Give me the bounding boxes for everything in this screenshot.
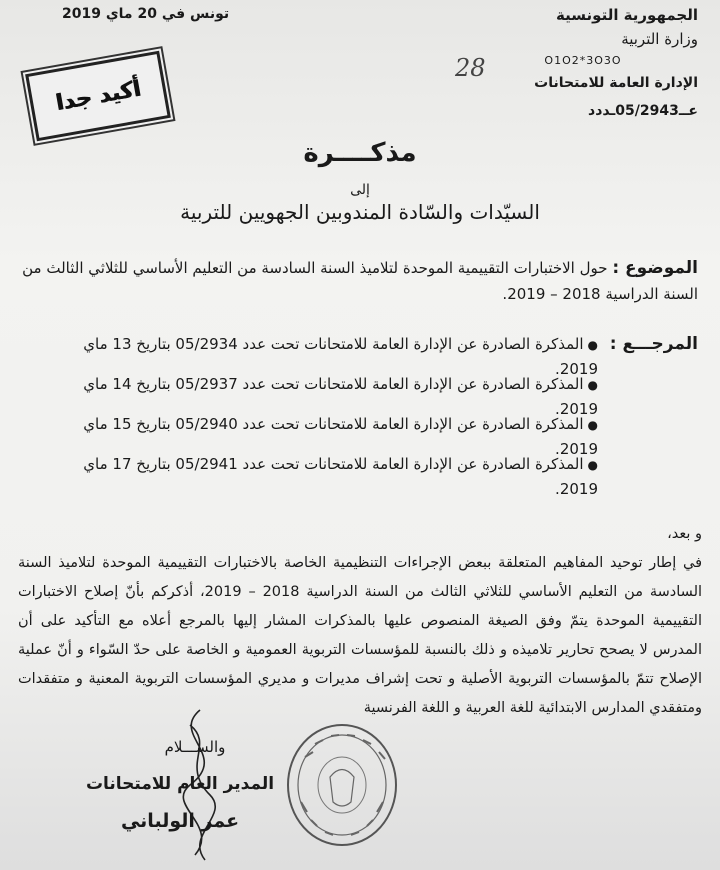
closing: والســـلام [164,738,226,756]
department-name: الإدارة العامة للامتحانات [534,75,698,91]
signatory-name: عمر الولباني [120,810,240,832]
reference-item [60,372,698,418]
subject-label: الموضوع : [612,258,698,278]
urgent-stamp [25,51,171,142]
bullet-icon: ● [587,378,598,392]
urgent-stamp-label: أكيد جدا [53,76,143,116]
references-section [60,332,698,498]
reference-text: المذكرة الصادرة عن الإدارة العامة للامتحانات تحت عدد 05/2934 بتاريخ 13 ماي 2019. [83,335,598,378]
office-code: O1O2*3O3O [544,54,622,67]
body-section [18,520,702,723]
page-title: مذكــــرة [303,138,417,168]
reference-text: المذكرة الصادرة عن الإدارة العامة للامتحانات تحت عدد 05/2940 بتاريخ 15 ماي 2019. [83,415,598,458]
bullet-icon: ● [587,458,598,472]
bullet-icon: ● [587,418,598,432]
to-label: إلى [350,182,370,198]
subject-text: حول الاختبارات التقييمية الموحدة لتلاميذ السنة السادسة من التعليم الأساسي للثلاثي الثالث من السنة الدراسية 2018 – 2019. [22,259,698,303]
republic-name: الجمهورية التونسية [556,6,698,24]
subject-section [18,255,698,307]
bullet-icon: ● [587,338,598,352]
reference-item [60,412,698,458]
body-paragraph: في إطار توحيد المفاهيم المتعلقة ببعض الإجراءات التنظيمية الخاصة بالاختبارات التقييمية الموحدة لتلاميذ السنة السادسة من التعليم الأساسي للثلاثي الثالث من السنة الدراسية 2018 – 2019، أذكركم بأنّ إصلاح الاختبارات التقييمية الموحدة يتمّ وفق الصيغة المنصوص عليها بالمذكرات المشار إليها بالمرجع أعلاه مع التأكيد على أن المدرس لا يصحح تحارير تلاميذه و ذلك بالنسبة للمؤسسات التربوية العمومية و الخاصة على حدّ السّواء و أنّ عملية الإصلاح تتمّ بالمؤسسات التربوية الأصلية و تحت إشراف مديرات و مديري المؤسسات التربوية المعنية و متفقدات ومتفقدي المدارس الابتدائية للغة العربية و اللغة الفرنسية [18,555,703,716]
handwritten-number: 28 [455,54,486,82]
addressee: السيّدات والسّادة المندوبين الجهويين للتربية [180,200,540,224]
signatory-title: المدير العام للامتحانات [85,774,275,794]
reference-number: عــ05/2943ـددد [588,103,698,119]
document-date: تونس في 20 ماي 2019 [62,6,230,22]
reference-text: المذكرة الصادرة عن الإدارة العامة للامتحانات تحت عدد 05/2941 بتاريخ 17 ماي 2019. [83,455,598,498]
official-seal [285,722,400,848]
reference-item [60,452,698,498]
greeting: و بعد، [667,526,702,542]
reference-text: المذكرة الصادرة عن الإدارة العامة للامتحانات تحت عدد 05/2937 بتاريخ 14 ماي 2019. [83,375,598,418]
reference-item [60,332,698,378]
references-label: المرجـــع : [609,334,698,354]
ministry-name: وزارة التربية [621,30,698,48]
letterhead [498,4,698,122]
